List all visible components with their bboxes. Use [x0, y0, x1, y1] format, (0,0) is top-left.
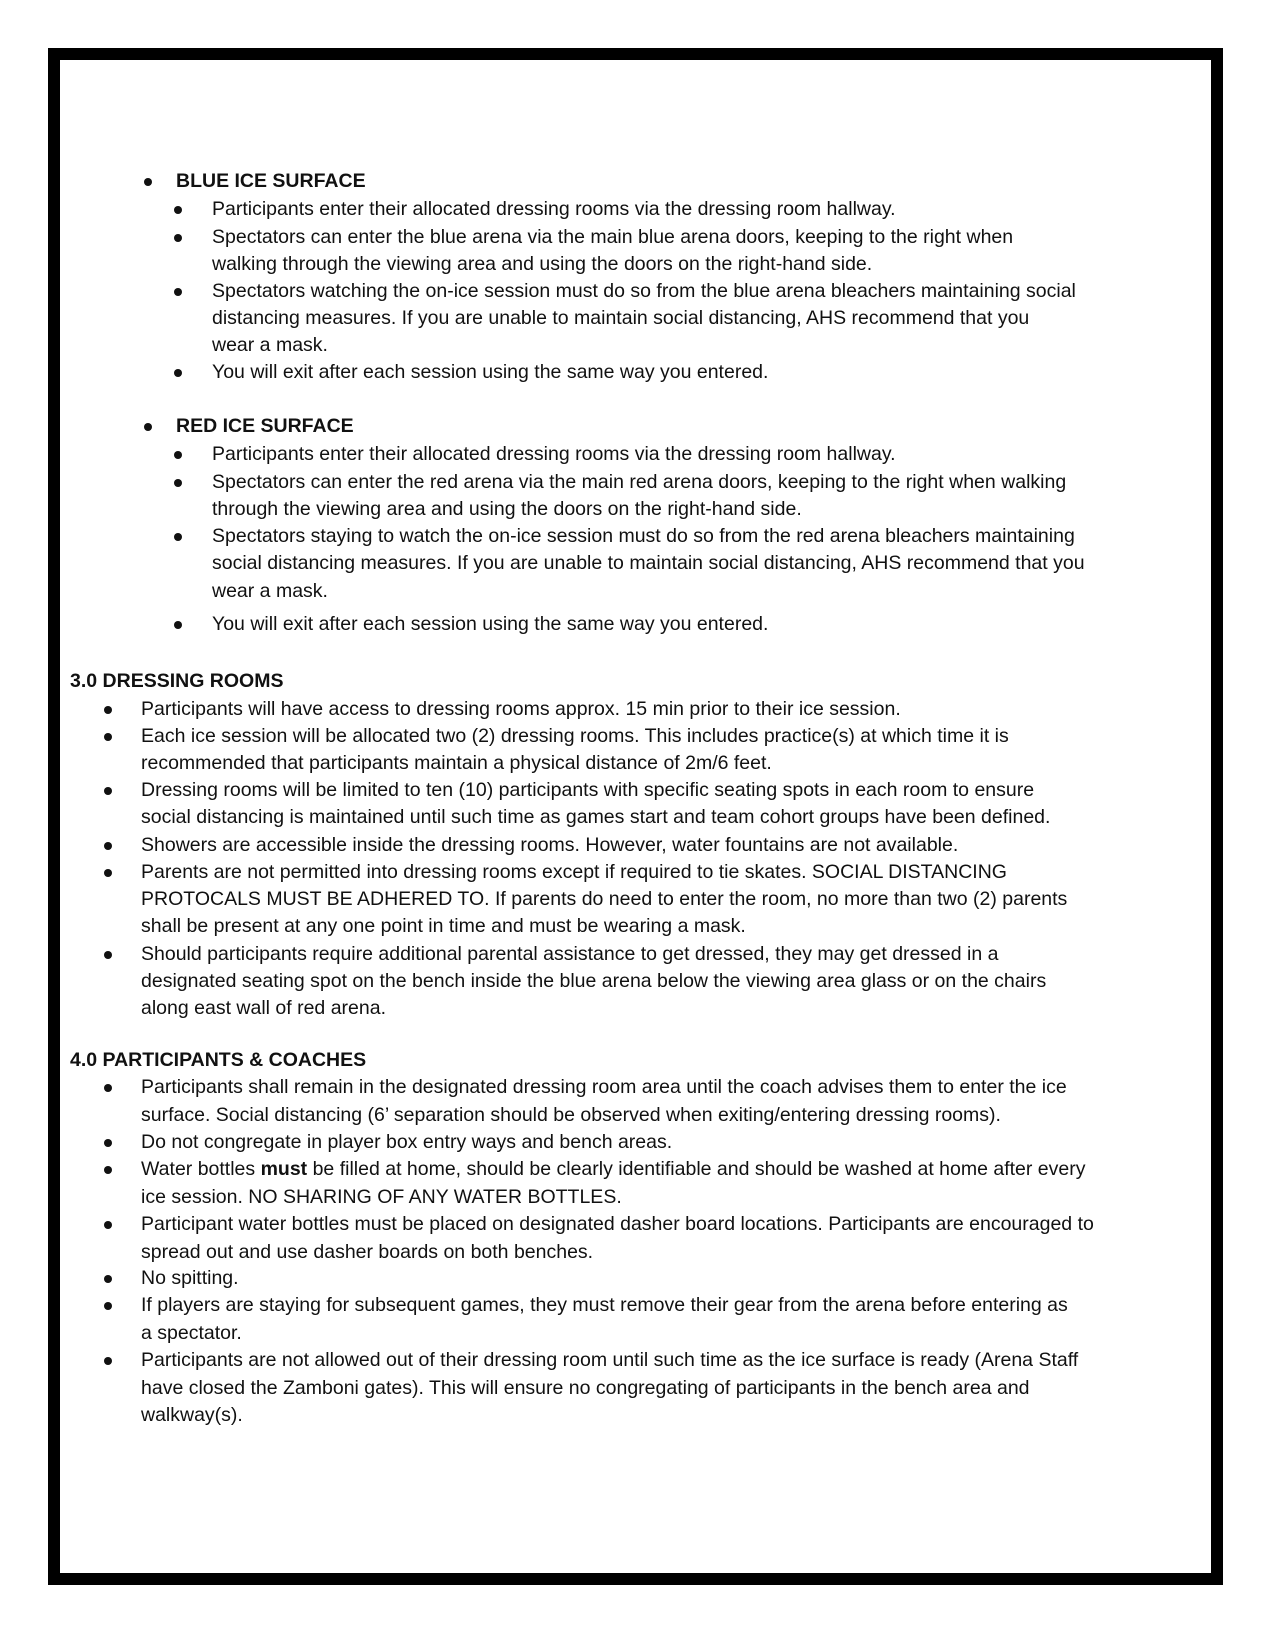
bullet-icon	[104, 842, 112, 850]
list-item-line: recommended that participants maintain a physical distance of 2m/6 feet.	[141, 752, 772, 774]
list-item-line: Spectators watching the on-ice session must do so from the blue arena bleachers maintaining social	[212, 280, 1076, 302]
list-item-line: designated seating spot on the bench inside the blue arena below the viewing area glass or on the chairs	[141, 970, 1047, 992]
list-item-line: Parents are not permitted into dressing rooms except if required to tie skates. SOCIAL DISTANCING	[141, 861, 1007, 883]
bullet-icon	[104, 951, 112, 959]
list-item-line: Participants enter their allocated dressing rooms via the dressing room hallway.	[212, 443, 896, 465]
bullet-icon	[104, 787, 112, 795]
bullet-icon	[174, 234, 182, 242]
list-item-line: Participants shall remain in the designated dressing room area until the coach advises them to enter the ice	[141, 1076, 1067, 1098]
list-item-line: Do not congregate in player box entry ways and bench areas.	[141, 1131, 673, 1153]
bullet-icon	[104, 1221, 112, 1229]
list-item-line: Spectators can enter the blue arena via the main blue arena doors, keeping to the right when	[212, 226, 1014, 248]
list-item-line: spread out and use dasher boards on both benches.	[141, 1240, 594, 1263]
list-item-line: have closed the Zamboni gates). This will ensure no congregating of participants in the bench area and	[141, 1376, 1030, 1399]
list-item-line: If players are staying for subsequent games, they must remove their gear from the arena before entering as	[141, 1294, 1068, 1316]
red-ice-heading: RED ICE SURFACE	[176, 415, 354, 437]
list-item-line: social distancing measures. If you are unable to maintain social distancing, AHS recommend that you	[212, 552, 1085, 574]
list-item-line: distancing measures. If you are unable to maintain social distancing, AHS recommend that you	[212, 307, 1030, 329]
list-item-line: through the viewing area and using the doors on the right-hand side.	[212, 498, 802, 520]
bullet-icon	[104, 1357, 112, 1365]
list-item-line: social distancing is maintained until such time as games start and team cohort groups have been defined.	[141, 806, 1051, 828]
list-item-line: walkway(s).	[141, 1404, 243, 1426]
list-item-line: wear a mask.	[212, 334, 328, 356]
bullet-icon	[144, 423, 152, 431]
participants-heading: 4.0 PARTICIPANTS & COACHES	[70, 1049, 367, 1071]
list-item-line: a spectator.	[141, 1321, 242, 1344]
list-item-line: Participants enter their allocated dressing rooms via the dressing room hallway.	[212, 198, 896, 220]
bullet-icon	[104, 1166, 112, 1174]
list-item-line: Should participants require additional parental assistance to get dressed, they may get dressed in a	[141, 943, 999, 965]
bullet-icon	[174, 533, 182, 541]
bullet-icon	[104, 733, 112, 741]
list-item-line: No spitting.	[141, 1267, 239, 1289]
list-item-line: Water bottles must be filled at home, should be clearly identifiable and should be washed at home after every	[141, 1158, 1086, 1180]
list-item-line: Participants will have access to dressing rooms approx. 15 min prior to their ice session.	[141, 698, 901, 720]
list-item-line: Spectators can enter the red arena via the main red arena doors, keeping to the right when walking	[212, 471, 1067, 493]
bullet-icon	[144, 178, 152, 186]
list-item-line: along east wall of red arena.	[141, 997, 386, 1019]
bullet-icon	[174, 369, 182, 377]
bullet-icon	[104, 1275, 112, 1283]
list-item-line: PROTOCALS MUST BE ADHERED TO. If parents do need to enter the room, no more than two (2) parents	[141, 888, 1068, 910]
bullet-icon	[174, 206, 182, 214]
list-item-line: shall be present at any one point in time and must be wearing a mask.	[141, 915, 746, 937]
list-item-line: Dressing rooms will be limited to ten (10) participants with specific seating spots in each room to ensure	[141, 779, 1035, 801]
bullet-icon	[104, 1302, 112, 1310]
bullet-icon	[104, 869, 112, 877]
bullet-icon	[174, 288, 182, 296]
list-item-line: Each ice session will be allocated two (2) dressing rooms. This includes practice(s) at which time it is	[141, 725, 1009, 747]
list-item-line: Spectators staying to watch the on-ice session must do so from the red arena bleachers maintaining	[212, 525, 1075, 547]
list-item-line: You will exit after each session using the same way you entered.	[212, 613, 769, 635]
list-item-line: Participant water bottles must be placed on designated dasher board locations. Participants are encouraged to	[141, 1213, 1094, 1235]
list-item-line: Showers are accessible inside the dressing rooms. However, water fountains are not available.	[141, 834, 959, 856]
bullet-icon	[104, 1084, 112, 1092]
list-item-line: ice session. NO SHARING OF ANY WATER BOTTLES.	[141, 1185, 622, 1208]
list-item-line: walking through the viewing area and using the doors on the right-hand side.	[212, 253, 873, 275]
list-item-line: surface. Social distancing (6’ separation should be observed when exiting/entering dressing rooms).	[141, 1103, 1001, 1126]
list-item-line: Participants are not allowed out of their dressing room until such time as the ice surface is ready (Arena Staff	[141, 1349, 1079, 1371]
bullet-icon	[174, 621, 182, 629]
list-item-line: wear a mask.	[212, 580, 328, 602]
bullet-icon	[104, 706, 112, 714]
list-item-line: You will exit after each session using the same way you entered.	[212, 361, 769, 383]
dressing-rooms-heading: 3.0 DRESSING ROOMS	[70, 670, 284, 692]
bullet-icon	[174, 479, 182, 487]
bullet-icon	[104, 1139, 112, 1147]
blue-ice-heading: BLUE ICE SURFACE	[176, 170, 366, 192]
bullet-icon	[174, 451, 182, 459]
